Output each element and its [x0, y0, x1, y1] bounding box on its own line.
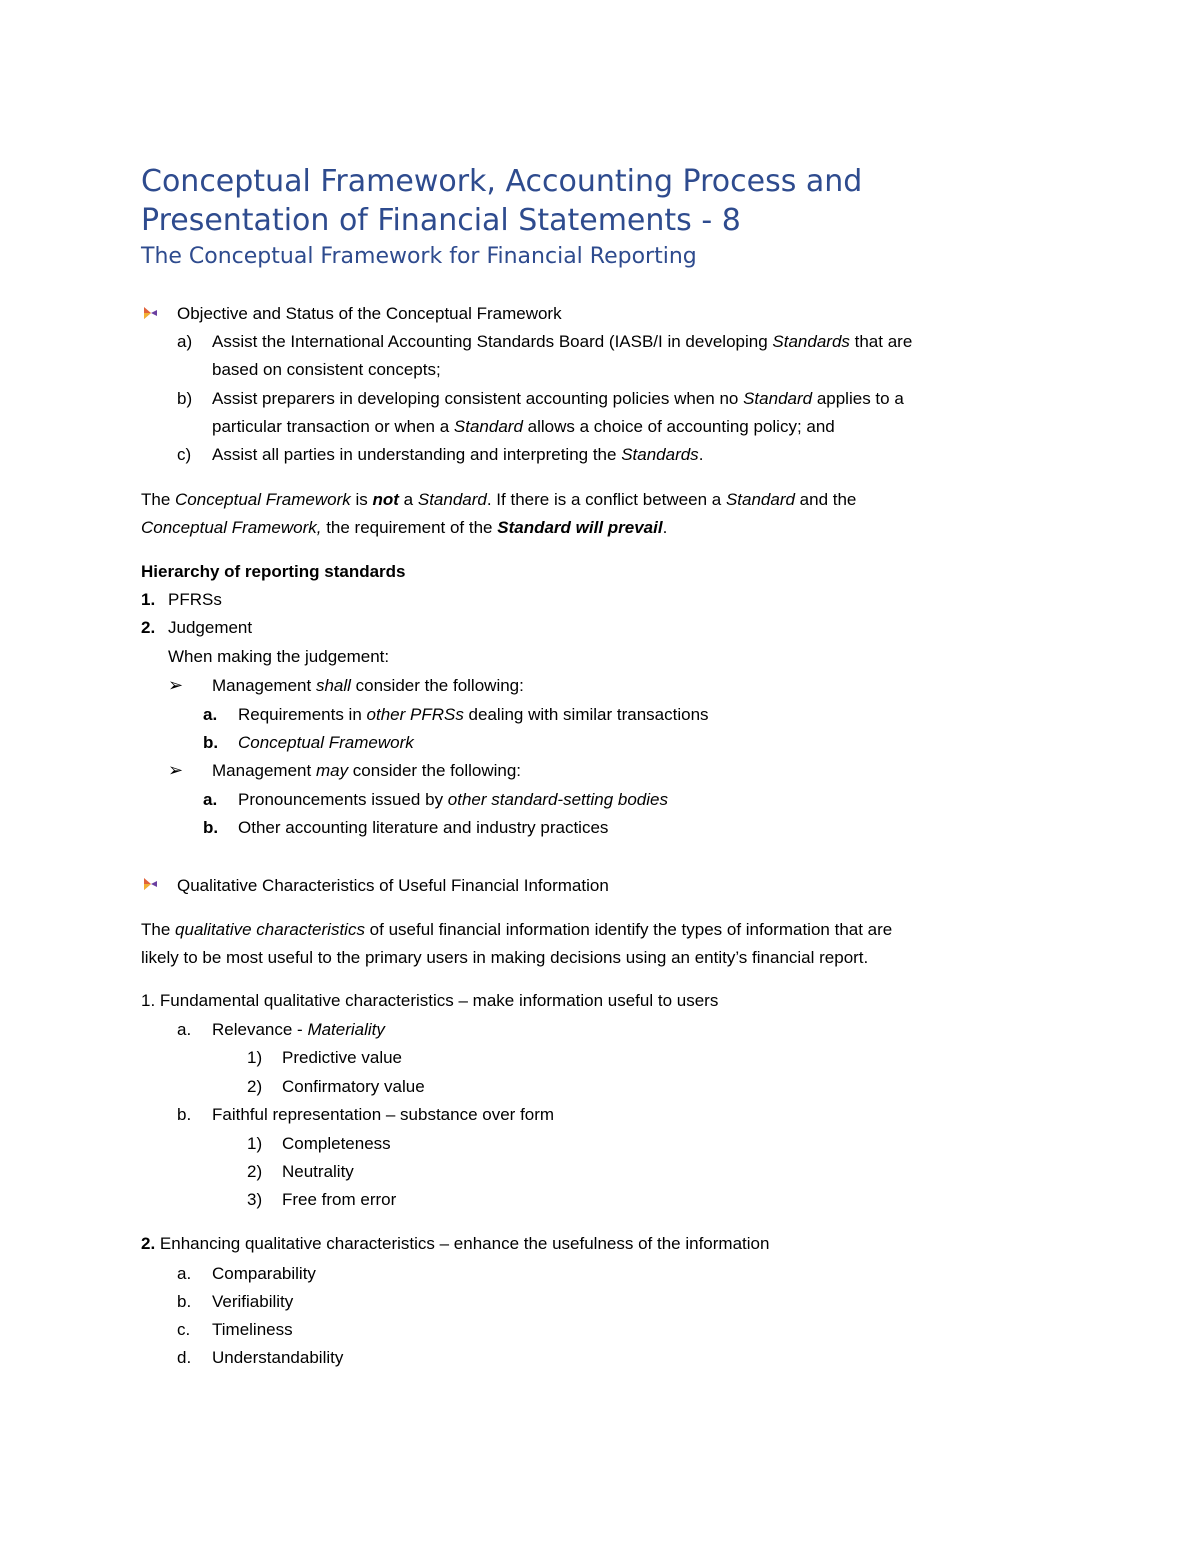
- arrowhead-bullet-icon: ➢: [168, 675, 184, 695]
- paragraph-line: Conceptual Framework, the requirement of the Standard will prevail.: [141, 518, 668, 537]
- section-heading-objective: Objective and Status of the Conceptual Framework: [177, 304, 562, 323]
- arrowhead-bullet-icon: ➢: [168, 760, 184, 780]
- paragraph-line: likely to be most useful to the primary users in making decisions using an entity’s financial report.: [141, 948, 869, 967]
- list-item: Completeness: [282, 1134, 391, 1153]
- list-item: Pronouncements issued by other standard-setting bodies: [238, 790, 668, 809]
- list-marker: 2.: [141, 618, 156, 637]
- list-marker: b.: [177, 1105, 192, 1124]
- list-item: PFRSs: [168, 590, 222, 609]
- list-marker: a.: [203, 705, 218, 724]
- list-item: 2. Enhancing qualitative characteristics – enhance the usefulness of the information: [141, 1234, 770, 1253]
- list-marker: 2): [247, 1077, 263, 1096]
- list-marker: c.: [177, 1320, 191, 1339]
- list-marker: 1): [247, 1048, 263, 1067]
- list-item: Comparability: [212, 1264, 316, 1283]
- list-item: Conceptual Framework: [238, 733, 414, 752]
- list-item: Relevance - Materiality: [212, 1020, 385, 1039]
- document-subtitle: The Conceptual Framework for Financial Reporting: [141, 244, 697, 269]
- list-marker: b.: [177, 1292, 192, 1311]
- list-item: Verifiability: [212, 1292, 294, 1311]
- list-item-a: Assist the International Accounting Standards Board (IASB/I in developing Standards that are: [212, 332, 913, 351]
- list-item: Timeliness: [212, 1320, 293, 1339]
- list-marker: b.: [203, 818, 219, 837]
- list-marker: b): [177, 389, 193, 408]
- title-line-2: Presentation of Financial Statements - 8: [141, 203, 741, 238]
- list-marker: a.: [177, 1020, 192, 1039]
- list-marker: 1): [247, 1134, 263, 1153]
- list-item: 1. Fundamental qualitative characteristics – make information useful to users: [141, 991, 719, 1010]
- title-line-1: Conceptual Framework, Accounting Process and: [141, 164, 863, 199]
- arrow-bullet-icon: [142, 877, 158, 891]
- list-item: Management may consider the following:: [212, 761, 522, 780]
- paragraph-line: The qualitative characteristics of useful financial information identify the types of information that are: [141, 920, 893, 939]
- list-item: Confirmatory value: [282, 1077, 425, 1096]
- list-item-b: Assist preparers in developing consistent accounting policies when no Standard applies to a: [212, 389, 904, 408]
- list-marker: a): [177, 332, 193, 351]
- list-marker: 3): [247, 1190, 263, 1209]
- list-marker: c): [177, 445, 192, 464]
- arrow-bullet-icon: [142, 306, 158, 320]
- list-marker: d.: [177, 1348, 192, 1367]
- list-item: Management shall consider the following:: [212, 676, 524, 695]
- list-item: Judgement: [168, 618, 253, 637]
- paragraph-line: The Conceptual Framework is not a Standard. If there is a conflict between a Standard and the: [141, 490, 857, 509]
- list-item: Faithful representation – substance over form: [212, 1105, 555, 1124]
- list-marker: 1.: [141, 590, 156, 609]
- list-marker: 2): [247, 1162, 263, 1181]
- list-item: Understandability: [212, 1348, 344, 1367]
- list-marker: a.: [203, 790, 218, 809]
- text-line: When making the judgement:: [168, 647, 390, 666]
- list-item: Free from error: [282, 1190, 397, 1209]
- list-item-a-cont: based on consistent concepts;: [212, 360, 441, 379]
- list-item-b-cont: particular transaction or when a Standard allows a choice of accounting policy; and: [212, 417, 835, 436]
- list-marker: a.: [177, 1264, 192, 1283]
- section-heading-qualitative: Qualitative Characteristics of Useful Financial Information: [177, 876, 609, 895]
- document-title: [141, 162, 1141, 240]
- list-item: Requirements in other PFRSs dealing with similar transactions: [238, 705, 709, 724]
- list-item: Predictive value: [282, 1048, 403, 1067]
- list-item: Neutrality: [282, 1162, 354, 1181]
- list-item: Other accounting literature and industry practices: [238, 818, 609, 837]
- hierarchy-heading: Hierarchy of reporting standards: [141, 562, 406, 581]
- list-item-c: Assist all parties in understanding and interpreting the Standards.: [212, 445, 704, 464]
- list-marker: b.: [203, 733, 219, 752]
